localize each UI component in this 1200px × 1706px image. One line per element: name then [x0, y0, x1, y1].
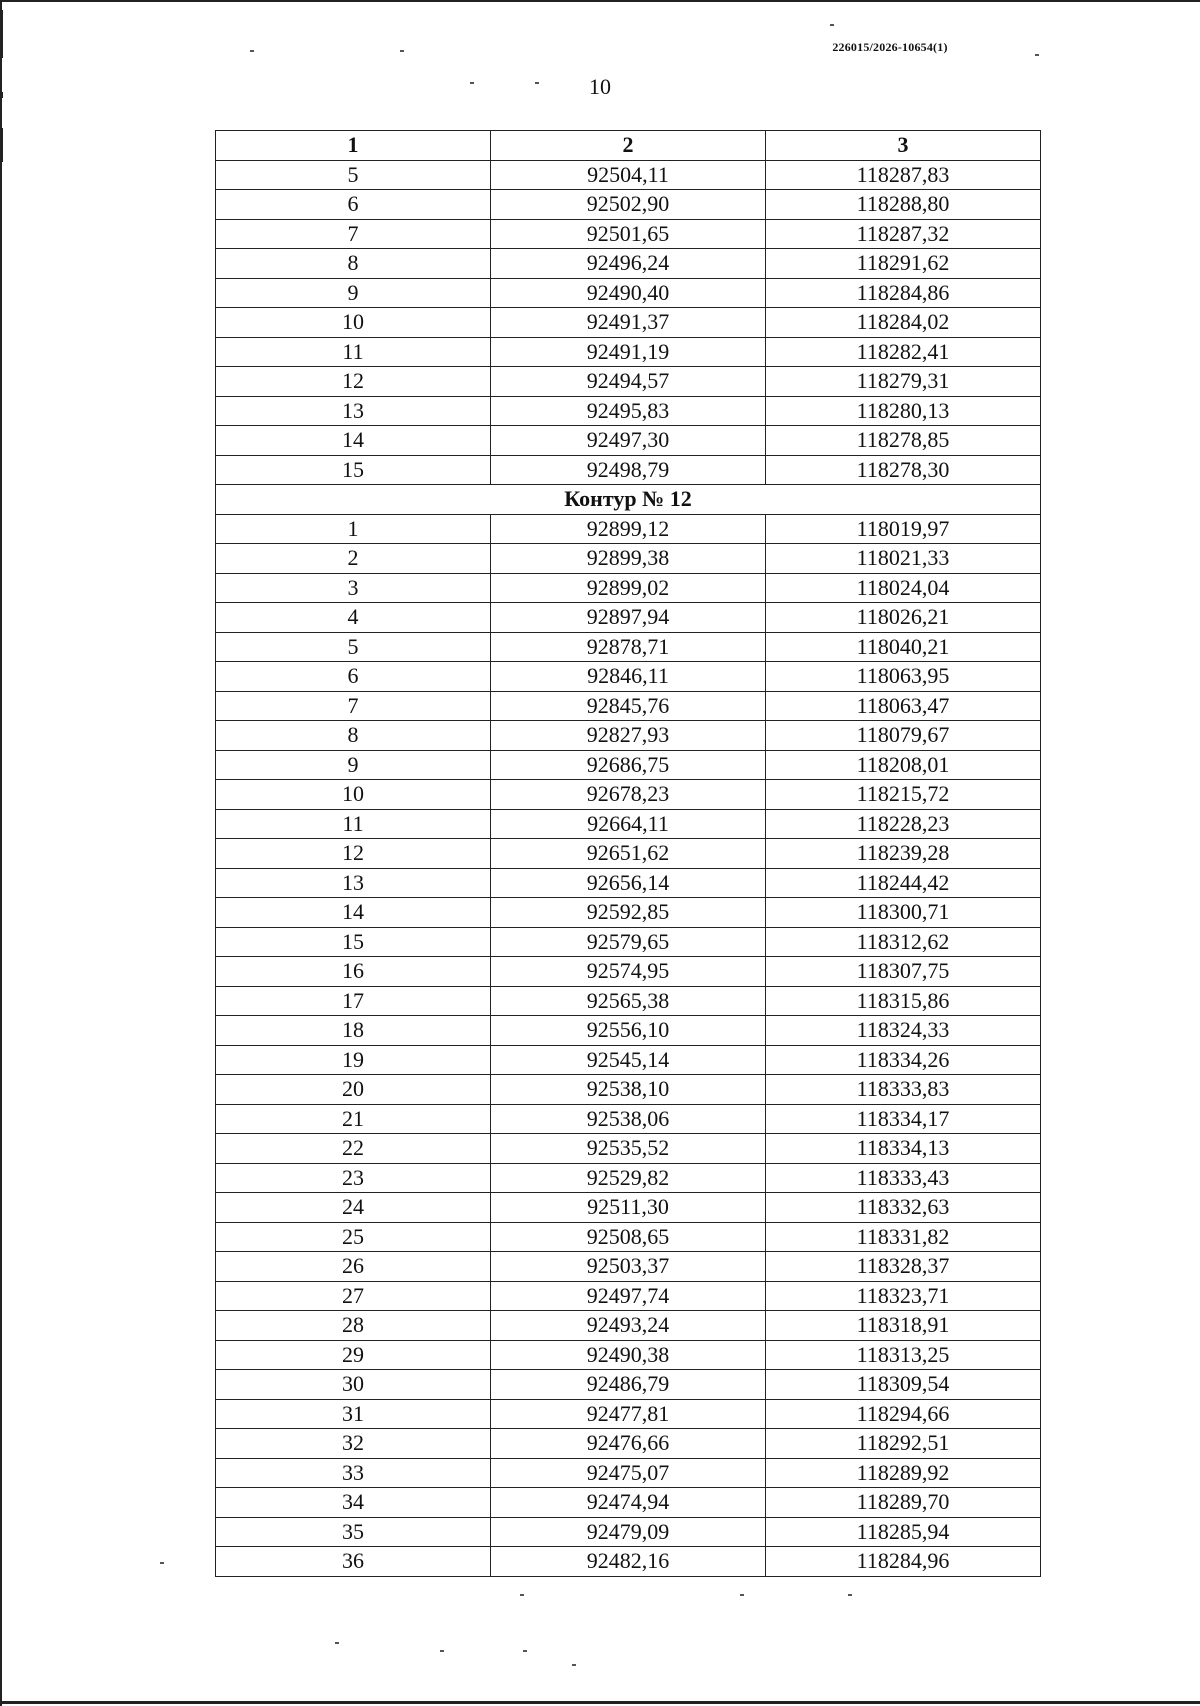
x-coordinate-cell: 92486,79 — [491, 1370, 766, 1400]
point-number-cell: 21 — [216, 1104, 491, 1134]
y-coordinate-cell: 118324,33 — [766, 1016, 1041, 1046]
scan-speck — [440, 1650, 444, 1652]
table-row — [216, 721, 1041, 751]
x-coordinate-cell: 92686,75 — [491, 750, 766, 780]
x-coordinate-cell: 92497,74 — [491, 1281, 766, 1311]
y-coordinate-cell: 118021,33 — [766, 544, 1041, 574]
point-number-cell: 17 — [216, 986, 491, 1016]
point-number-cell: 28 — [216, 1311, 491, 1341]
scan-edge-mark — [0, 10, 3, 58]
x-coordinate-cell: 92827,93 — [491, 721, 766, 751]
table-row — [216, 426, 1041, 456]
table-row — [216, 308, 1041, 338]
table-header-row — [216, 131, 1041, 161]
y-coordinate-cell: 118284,02 — [766, 308, 1041, 338]
x-coordinate-cell: 92556,10 — [491, 1016, 766, 1046]
scan-edge-mark — [0, 92, 3, 98]
point-number-cell: 34 — [216, 1488, 491, 1518]
y-coordinate-cell: 118208,01 — [766, 750, 1041, 780]
table-row — [216, 1517, 1041, 1547]
x-coordinate-cell: 92574,95 — [491, 957, 766, 987]
x-coordinate-cell: 92538,06 — [491, 1104, 766, 1134]
x-coordinate-cell: 92538,10 — [491, 1075, 766, 1105]
x-coordinate-cell: 92545,14 — [491, 1045, 766, 1075]
x-coordinate-cell: 92498,79 — [491, 455, 766, 485]
table-row — [216, 750, 1041, 780]
scan-speck — [470, 82, 474, 84]
y-coordinate-cell: 118063,95 — [766, 662, 1041, 692]
scan-border-top — [0, 0, 1200, 2]
point-number-cell: 7 — [216, 219, 491, 249]
point-number-cell: 10 — [216, 308, 491, 338]
y-coordinate-cell: 118289,70 — [766, 1488, 1041, 1518]
x-coordinate-cell: 92511,30 — [491, 1193, 766, 1223]
x-coordinate-cell: 92878,71 — [491, 632, 766, 662]
scan-speck — [160, 1562, 164, 1564]
table-row — [216, 1193, 1041, 1223]
table-row — [216, 662, 1041, 692]
x-coordinate-cell: 92496,24 — [491, 249, 766, 279]
table-row — [216, 1134, 1041, 1164]
point-number-cell: 33 — [216, 1458, 491, 1488]
point-number-cell: 23 — [216, 1163, 491, 1193]
y-coordinate-cell: 118292,51 — [766, 1429, 1041, 1459]
scan-speck — [535, 82, 539, 84]
y-coordinate-cell: 118239,28 — [766, 839, 1041, 869]
table-row — [216, 1399, 1041, 1429]
x-coordinate-cell: 92529,82 — [491, 1163, 766, 1193]
x-coordinate-cell: 92656,14 — [491, 868, 766, 898]
y-coordinate-cell: 118334,13 — [766, 1134, 1041, 1164]
table-row — [216, 1163, 1041, 1193]
point-number-cell: 22 — [216, 1134, 491, 1164]
scan-speck — [250, 50, 254, 52]
table-row — [216, 868, 1041, 898]
table-row — [216, 780, 1041, 810]
coordinates-table — [215, 130, 1041, 1577]
x-coordinate-cell: 92479,09 — [491, 1517, 766, 1547]
column-header: 2 — [491, 131, 766, 161]
point-number-cell: 9 — [216, 750, 491, 780]
table-row — [216, 455, 1041, 485]
table-row — [216, 514, 1041, 544]
x-coordinate-cell: 92899,12 — [491, 514, 766, 544]
y-coordinate-cell: 118291,62 — [766, 249, 1041, 279]
x-coordinate-cell: 92475,07 — [491, 1458, 766, 1488]
table-row — [216, 337, 1041, 367]
point-number-cell: 16 — [216, 957, 491, 987]
y-coordinate-cell: 118063,47 — [766, 691, 1041, 721]
x-coordinate-cell: 92477,81 — [491, 1399, 766, 1429]
point-number-cell: 8 — [216, 249, 491, 279]
scan-speck — [1035, 54, 1039, 56]
point-number-cell: 32 — [216, 1429, 491, 1459]
table-row — [216, 632, 1041, 662]
point-number-cell: 19 — [216, 1045, 491, 1075]
y-coordinate-cell: 118228,23 — [766, 809, 1041, 839]
point-number-cell: 5 — [216, 160, 491, 190]
point-number-cell: 1 — [216, 514, 491, 544]
table-row — [216, 1340, 1041, 1370]
table-row — [216, 898, 1041, 928]
y-coordinate-cell: 118288,80 — [766, 190, 1041, 220]
y-coordinate-cell: 118309,54 — [766, 1370, 1041, 1400]
point-number-cell: 24 — [216, 1193, 491, 1223]
y-coordinate-cell: 118331,82 — [766, 1222, 1041, 1252]
y-coordinate-cell: 118282,41 — [766, 337, 1041, 367]
scan-speck — [400, 50, 404, 52]
y-coordinate-cell: 118019,97 — [766, 514, 1041, 544]
y-coordinate-cell: 118279,31 — [766, 367, 1041, 397]
x-coordinate-cell: 92845,76 — [491, 691, 766, 721]
point-number-cell: 7 — [216, 691, 491, 721]
point-number-cell: 9 — [216, 278, 491, 308]
x-coordinate-cell: 92490,38 — [491, 1340, 766, 1370]
x-coordinate-cell: 92592,85 — [491, 898, 766, 928]
x-coordinate-cell: 92497,30 — [491, 426, 766, 456]
table-row — [216, 1281, 1041, 1311]
scan-speck — [335, 1642, 339, 1644]
point-number-cell: 18 — [216, 1016, 491, 1046]
y-coordinate-cell: 118312,62 — [766, 927, 1041, 957]
x-coordinate-cell: 92474,94 — [491, 1488, 766, 1518]
point-number-cell: 20 — [216, 1075, 491, 1105]
x-coordinate-cell: 92846,11 — [491, 662, 766, 692]
y-coordinate-cell: 118287,83 — [766, 160, 1041, 190]
scan-speck — [848, 1594, 852, 1596]
y-coordinate-cell: 118333,83 — [766, 1075, 1041, 1105]
point-number-cell: 29 — [216, 1340, 491, 1370]
table-row — [216, 1104, 1041, 1134]
point-number-cell: 4 — [216, 603, 491, 633]
point-number-cell: 36 — [216, 1547, 491, 1577]
table-row — [216, 249, 1041, 279]
y-coordinate-cell: 118278,30 — [766, 455, 1041, 485]
point-number-cell: 10 — [216, 780, 491, 810]
scan-speck — [520, 1594, 524, 1596]
table-row — [216, 691, 1041, 721]
table-row — [216, 160, 1041, 190]
x-coordinate-cell: 92579,65 — [491, 927, 766, 957]
y-coordinate-cell: 118040,21 — [766, 632, 1041, 662]
y-coordinate-cell: 118079,67 — [766, 721, 1041, 751]
table-row — [216, 190, 1041, 220]
table-row — [216, 603, 1041, 633]
table-row — [216, 1016, 1041, 1046]
y-coordinate-cell: 118287,32 — [766, 219, 1041, 249]
x-coordinate-cell: 92664,11 — [491, 809, 766, 839]
scan-speck — [572, 1664, 576, 1666]
y-coordinate-cell: 118307,75 — [766, 957, 1041, 987]
scan-border-left — [0, 0, 2, 1706]
table-row — [216, 219, 1041, 249]
y-coordinate-cell: 118278,85 — [766, 426, 1041, 456]
point-number-cell: 5 — [216, 632, 491, 662]
point-number-cell: 31 — [216, 1399, 491, 1429]
table-row — [216, 1045, 1041, 1075]
table-row — [216, 1429, 1041, 1459]
x-coordinate-cell: 92503,37 — [491, 1252, 766, 1282]
contour-heading-row — [216, 485, 1041, 515]
x-coordinate-cell: 92565,38 — [491, 986, 766, 1016]
x-coordinate-cell: 92494,57 — [491, 367, 766, 397]
table-row — [216, 367, 1041, 397]
page-number: 10 — [589, 74, 611, 99]
y-coordinate-cell: 118284,86 — [766, 278, 1041, 308]
point-number-cell: 14 — [216, 426, 491, 456]
y-coordinate-cell: 118285,94 — [766, 1517, 1041, 1547]
point-number-cell: 11 — [216, 337, 491, 367]
table-row — [216, 1458, 1041, 1488]
x-coordinate-cell: 92495,83 — [491, 396, 766, 426]
y-coordinate-cell: 118328,37 — [766, 1252, 1041, 1282]
column-header: 1 — [216, 131, 491, 161]
x-coordinate-cell: 92678,23 — [491, 780, 766, 810]
y-coordinate-cell: 118300,71 — [766, 898, 1041, 928]
point-number-cell: 26 — [216, 1252, 491, 1282]
scan-speck — [830, 24, 834, 26]
document-number: 226015/2026-10654(1) — [832, 40, 948, 54]
point-number-cell: 2 — [216, 544, 491, 574]
point-number-cell: 15 — [216, 927, 491, 957]
table-row — [216, 1370, 1041, 1400]
x-coordinate-cell: 92491,37 — [491, 308, 766, 338]
y-coordinate-cell: 118323,71 — [766, 1281, 1041, 1311]
y-coordinate-cell: 118313,25 — [766, 1340, 1041, 1370]
x-coordinate-cell: 92491,19 — [491, 337, 766, 367]
y-coordinate-cell: 118244,42 — [766, 868, 1041, 898]
y-coordinate-cell: 118289,92 — [766, 1458, 1041, 1488]
table-row — [216, 1252, 1041, 1282]
y-coordinate-cell: 118024,04 — [766, 573, 1041, 603]
table-row — [216, 544, 1041, 574]
table-row — [216, 1311, 1041, 1341]
x-coordinate-cell: 92504,11 — [491, 160, 766, 190]
point-number-cell: 27 — [216, 1281, 491, 1311]
x-coordinate-cell: 92502,90 — [491, 190, 766, 220]
coordinates-table-container — [215, 130, 1041, 1577]
y-coordinate-cell: 118294,66 — [766, 1399, 1041, 1429]
y-coordinate-cell: 118284,96 — [766, 1547, 1041, 1577]
table-row — [216, 1547, 1041, 1577]
table-row — [216, 573, 1041, 603]
table-row — [216, 1222, 1041, 1252]
point-number-cell: 12 — [216, 367, 491, 397]
x-coordinate-cell: 92651,62 — [491, 839, 766, 869]
point-number-cell: 35 — [216, 1517, 491, 1547]
column-header: 3 — [766, 131, 1041, 161]
table-row — [216, 1075, 1041, 1105]
table-row — [216, 396, 1041, 426]
y-coordinate-cell: 118215,72 — [766, 780, 1041, 810]
y-coordinate-cell: 118334,17 — [766, 1104, 1041, 1134]
scan-speck — [740, 1594, 744, 1596]
table-row — [216, 278, 1041, 308]
x-coordinate-cell: 92482,16 — [491, 1547, 766, 1577]
point-number-cell: 13 — [216, 868, 491, 898]
contour-heading: Контур № 12 — [216, 485, 1041, 515]
point-number-cell: 30 — [216, 1370, 491, 1400]
scan-edge-mark — [0, 128, 3, 162]
table-row — [216, 1488, 1041, 1518]
table-row — [216, 839, 1041, 869]
y-coordinate-cell: 118026,21 — [766, 603, 1041, 633]
scan-border-bottom — [0, 1701, 1200, 1704]
point-number-cell: 6 — [216, 190, 491, 220]
x-coordinate-cell: 92508,65 — [491, 1222, 766, 1252]
point-number-cell: 12 — [216, 839, 491, 869]
y-coordinate-cell: 118280,13 — [766, 396, 1041, 426]
x-coordinate-cell: 92490,40 — [491, 278, 766, 308]
point-number-cell: 3 — [216, 573, 491, 603]
table-row — [216, 957, 1041, 987]
y-coordinate-cell: 118332,63 — [766, 1193, 1041, 1223]
point-number-cell: 6 — [216, 662, 491, 692]
table-row — [216, 927, 1041, 957]
point-number-cell: 14 — [216, 898, 491, 928]
point-number-cell: 15 — [216, 455, 491, 485]
scan-speck — [523, 1650, 527, 1652]
y-coordinate-cell: 118318,91 — [766, 1311, 1041, 1341]
x-coordinate-cell: 92897,94 — [491, 603, 766, 633]
x-coordinate-cell: 92493,24 — [491, 1311, 766, 1341]
point-number-cell: 25 — [216, 1222, 491, 1252]
x-coordinate-cell: 92899,38 — [491, 544, 766, 574]
x-coordinate-cell: 92501,65 — [491, 219, 766, 249]
x-coordinate-cell: 92476,66 — [491, 1429, 766, 1459]
x-coordinate-cell: 92535,52 — [491, 1134, 766, 1164]
table-row — [216, 809, 1041, 839]
y-coordinate-cell: 118315,86 — [766, 986, 1041, 1016]
table-row — [216, 986, 1041, 1016]
y-coordinate-cell: 118334,26 — [766, 1045, 1041, 1075]
y-coordinate-cell: 118333,43 — [766, 1163, 1041, 1193]
point-number-cell: 13 — [216, 396, 491, 426]
point-number-cell: 11 — [216, 809, 491, 839]
point-number-cell: 8 — [216, 721, 491, 751]
x-coordinate-cell: 92899,02 — [491, 573, 766, 603]
